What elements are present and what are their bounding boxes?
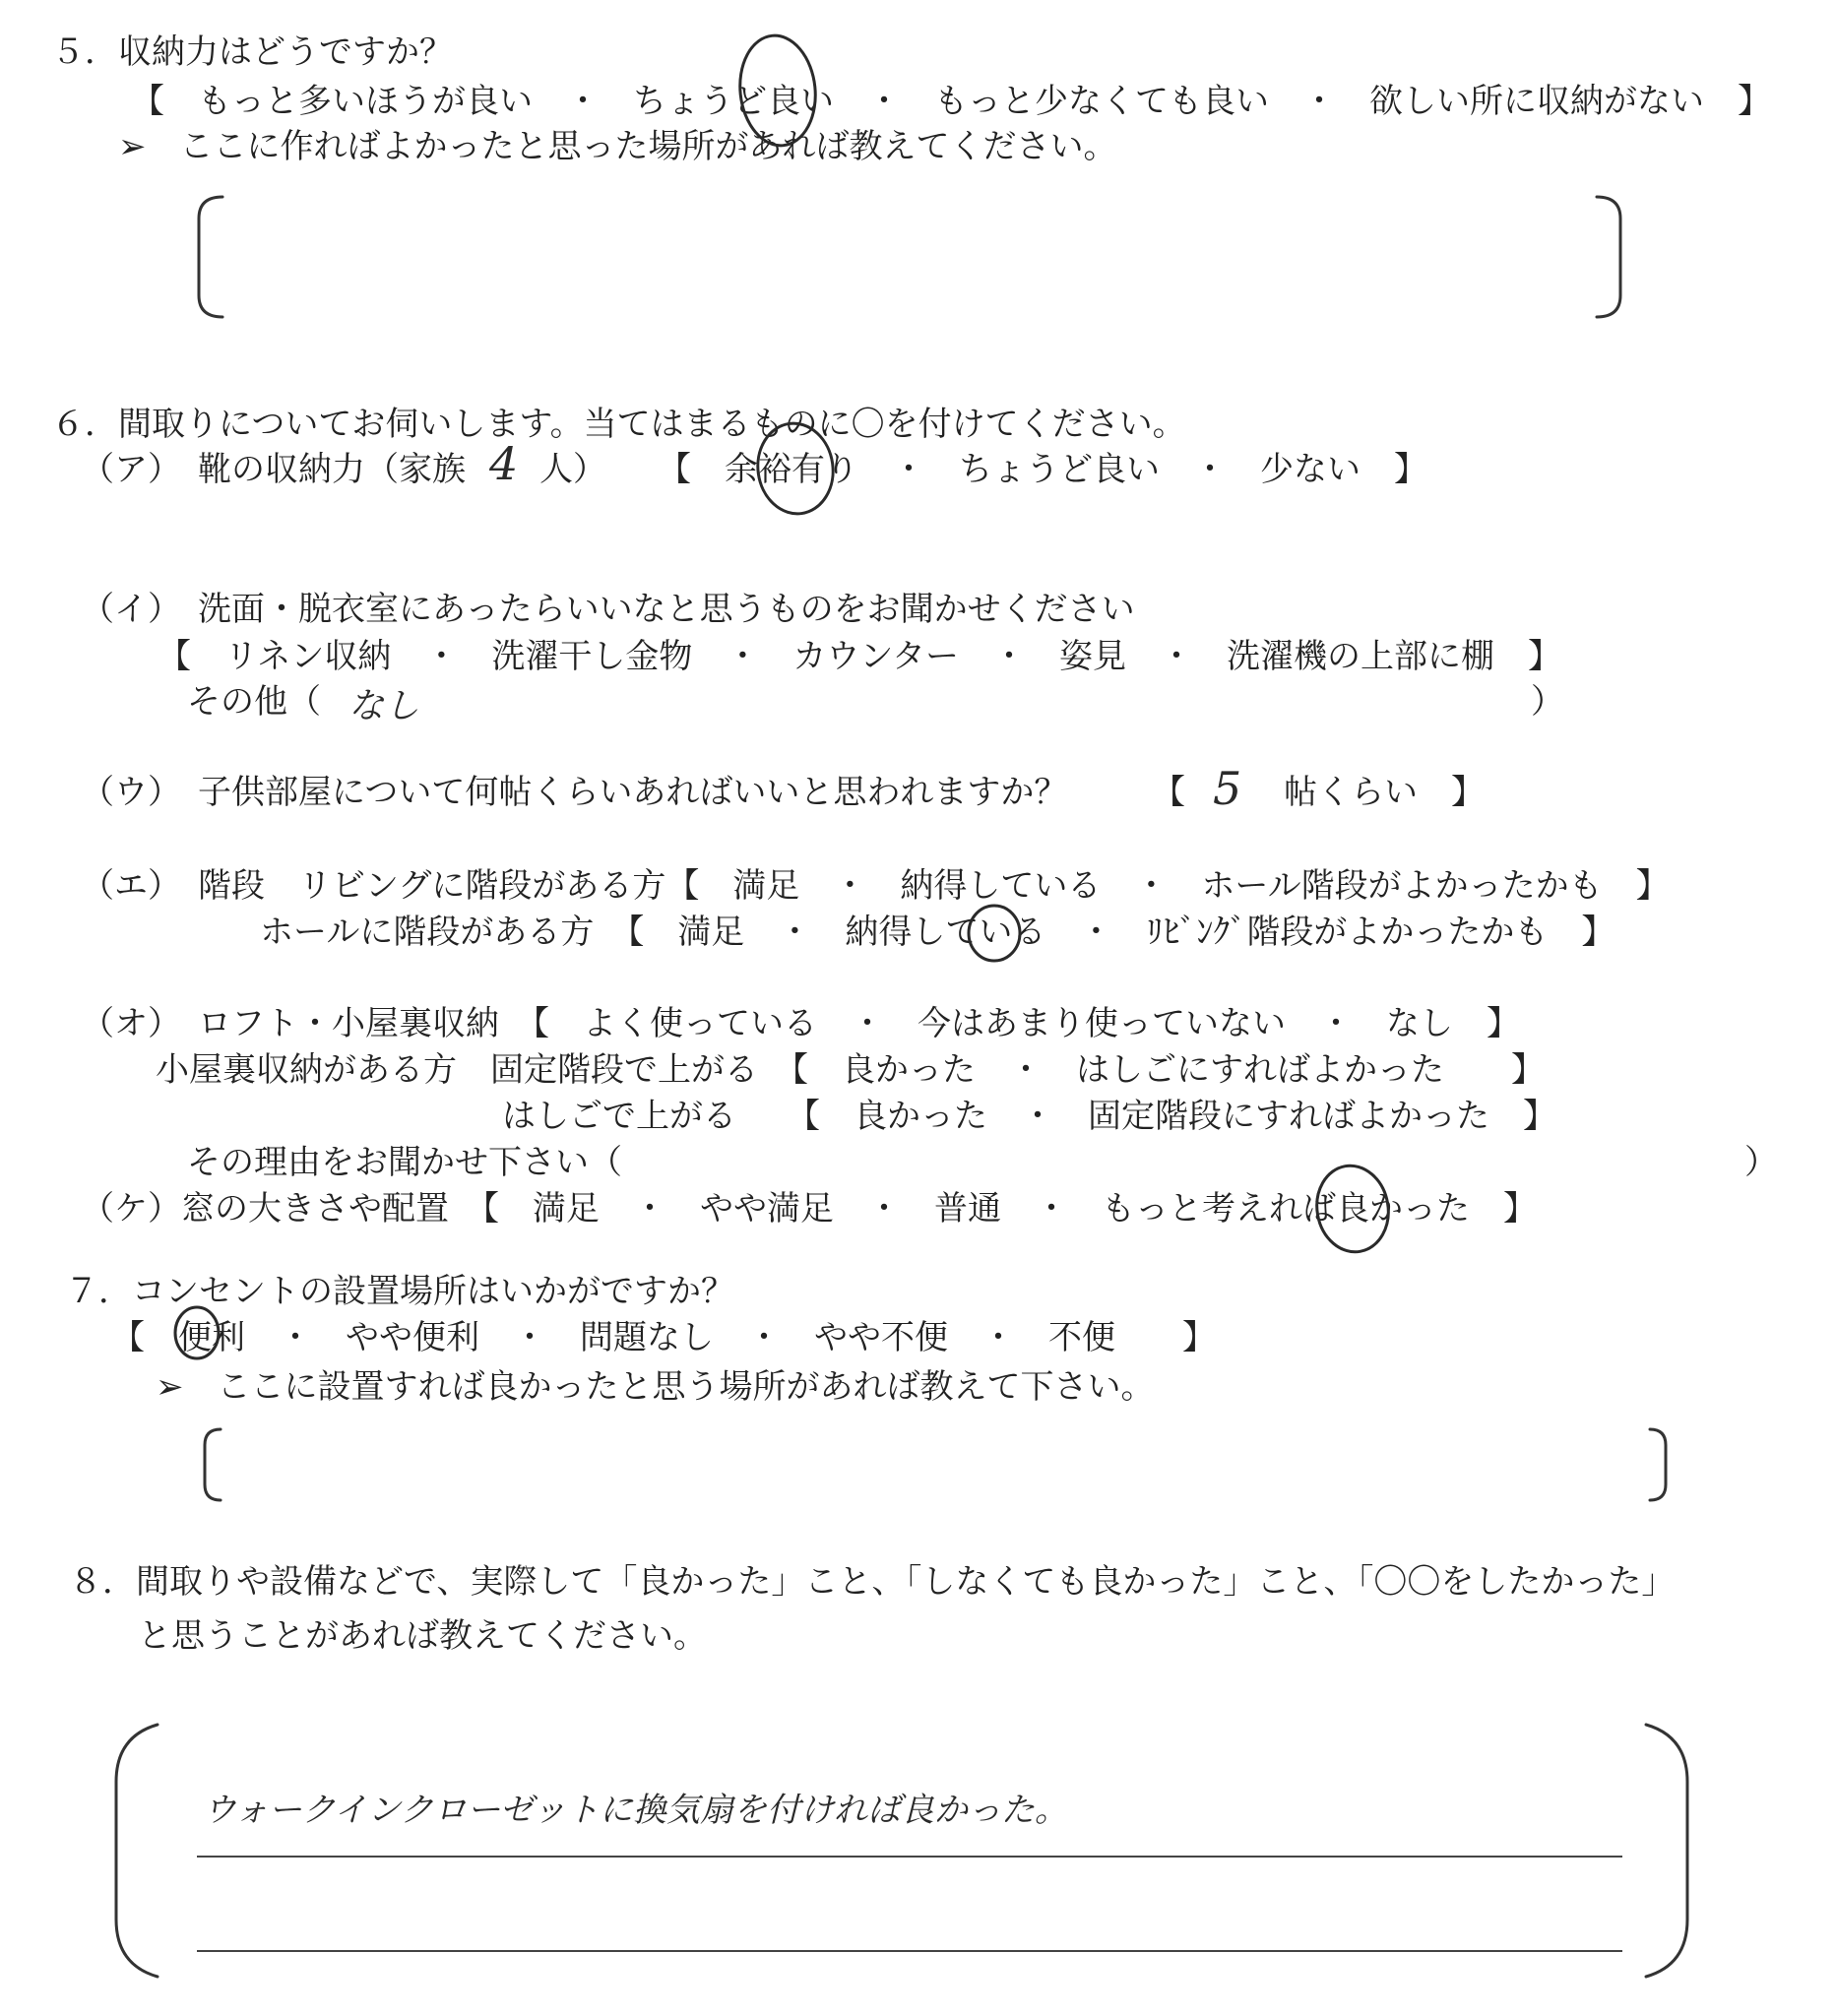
q6e-hall-stairs[interactable]: ホールに階段がある方 【 満足 ・ 納得している ・ ﾘﾋﾞﾝｸﾞ階段がよかったかも 】: [260, 913, 1615, 952]
q6u-suffix: 帖くらい 】: [1284, 773, 1485, 812]
q8-title: ８．間取りや設備などで、実際して「良かった」こと、「しなくても良かった」こと、「〇〇をしたかった」: [69, 1562, 1676, 1602]
q7-options[interactable]: 【 便利 ・ やや便利 ・ 問題なし ・ やや不便 ・ 不便 】: [111, 1318, 1216, 1357]
q6o-reason-close: ）: [1744, 1143, 1778, 1182]
q6ke-selected-circle: [1310, 1160, 1395, 1257]
q6i-label: （イ） 洗面・脱衣室にあったらいいなと思うものをお聞かせください: [81, 590, 1135, 629]
q6-title: ６．間取りについてお伺いします。当てはまるものに〇を付けてください。: [51, 405, 1186, 444]
q5-answer-bracket-left: [199, 197, 222, 317]
q6u-answer[interactable]: 5: [1213, 762, 1242, 815]
q6a-unit: 人）: [539, 450, 606, 489]
q7-selected-circle: [175, 1307, 219, 1358]
q7-title: ７．コンセントの設置場所はいかがですか？: [65, 1272, 734, 1311]
q6u-open-bracket: 【: [1152, 773, 1185, 812]
q6o-fixed-stairs[interactable]: 小屋裏収納がある方 固定階段で上がる 【 良かった ・ はしごにすればよかった 】: [156, 1050, 1545, 1090]
q6ke-label[interactable]: （ケ）窓の大きさや配置 【 満足 ・ やや満足 ・ 普通 ・ もっと考えれば良かった 】: [81, 1189, 1537, 1228]
q6i-other-answer[interactable]: なし: [348, 686, 420, 726]
q8-answer[interactable]: ウォークインクローゼットに換気扇を付ければ良かった。: [203, 1791, 1068, 1830]
q6e-selected-circle: [969, 906, 1020, 961]
q6a-label: （ア） 靴の収納力（家族: [81, 450, 466, 489]
q7-answer-bracket-right: [1650, 1429, 1666, 1500]
q7-answer-bracket-left: [205, 1429, 221, 1500]
q5-sub-question: ➢ ここに作ればよかったと思った場所があれば教えてください。: [118, 127, 1117, 166]
q6o-ladder[interactable]: はしごで上がる 【 良かった ・ 固定階段にすればよかった 】: [502, 1097, 1556, 1136]
q5-title: ５．収納力はどうですか？: [51, 32, 453, 72]
q5-options[interactable]: 【 もっと多いほうが良い ・ ちょうど良い ・ もっと少なくても良い ・ 欲しい所に収納がない 】: [131, 82, 1771, 121]
q5-selected-circle: [734, 32, 820, 149]
q8-title-cont: と思うことがあれば教えてください。: [138, 1616, 707, 1656]
q6a-selected-circle: [752, 418, 839, 519]
q6i-other-label: その他（: [187, 682, 321, 722]
q6o-label[interactable]: （オ） ロフト・小屋裏収納 【 よく使っている ・ 今はあまり使っていない ・ なし 】: [81, 1004, 1520, 1043]
q6o-reason-label: その理由をお聞かせ下さい（: [187, 1143, 622, 1182]
q6u-label: （ウ） 子供部屋について何帖くらいあればいいと思われますか？: [81, 773, 1068, 812]
q6a-family-count[interactable]: 4: [489, 437, 519, 490]
q6i-other-close: ）: [1531, 682, 1564, 722]
q6i-options[interactable]: 【 リネン収納 ・ 洗濯干し金物 ・ カウンター ・ 姿見 ・ 洗濯機の上部に棚 】: [158, 637, 1561, 676]
q7-sub-question: ➢ ここに設置すれば良かったと思う場所があれば教えて下さい。: [156, 1367, 1155, 1407]
q8-answer-box-right: [1646, 1725, 1687, 1977]
q8-answer-box-left: [116, 1725, 158, 1977]
q6e-label[interactable]: （エ） 階段 リビングに階段がある方【 満足 ・ 納得している ・ ホール階段がよかったかも 】: [81, 866, 1670, 906]
q5-answer-bracket-right: [1597, 197, 1620, 317]
q6a-options[interactable]: 【 余裕有り ・ ちょうど良い ・ 少ない 】: [658, 450, 1427, 489]
